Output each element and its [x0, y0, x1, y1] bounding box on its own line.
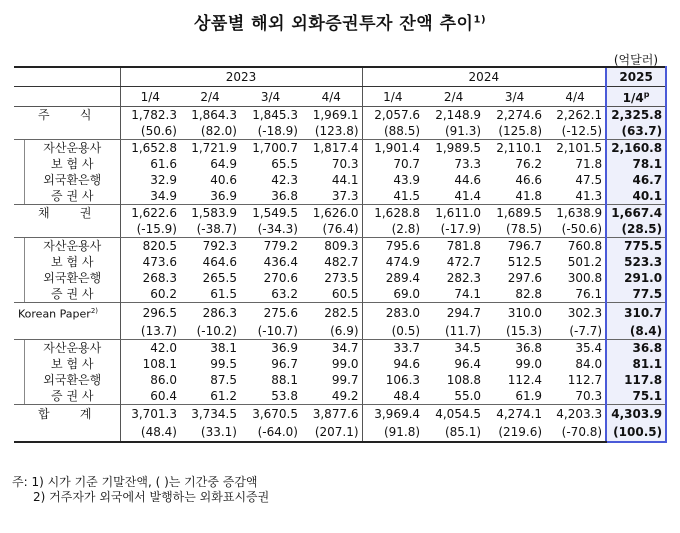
row-label — [14, 356, 120, 372]
value-cell: 286.3 — [180, 303, 240, 323]
table-row — [14, 172, 666, 188]
value-cell: (-10.7) — [240, 323, 301, 340]
value-cell: 96.4 — [454, 356, 482, 371]
value-cell: 289.4 — [385, 271, 421, 285]
value-cell: 36.9 — [210, 189, 237, 203]
table-row — [14, 156, 666, 172]
quarter-label: 4/4 — [565, 89, 585, 104]
value-cell: 99.5 — [210, 356, 237, 371]
value-cell: 38.1 — [210, 340, 237, 355]
value-cell: 99.0 — [515, 356, 543, 371]
unit-label: (억달러) — [613, 53, 658, 67]
value-cell: 76.2 — [515, 157, 543, 171]
table-row — [14, 238, 666, 255]
row-label-text: 자산운용사 — [24, 140, 120, 156]
value-cell: 106.3 — [385, 372, 421, 387]
value-cell: 82.8 — [515, 287, 543, 301]
quarter-header — [180, 87, 240, 107]
value-cell: 512.5 — [507, 255, 543, 269]
quarter-header — [484, 87, 545, 107]
row-label: Korean Paper$^{2)}$ — [14, 303, 120, 323]
value-cell: (2.8) — [362, 221, 423, 238]
value-cell: 2,262.1 — [556, 108, 603, 122]
table-row — [14, 423, 666, 442]
value-cell: 310.0 — [484, 303, 545, 323]
quarter-label: 3/4 — [504, 89, 525, 104]
row-label-text: 합 계 — [38, 406, 92, 421]
value-cell: 795.6 — [385, 239, 421, 253]
value-cell: 436.4 — [263, 255, 298, 269]
value-cell: (219.6) — [484, 423, 545, 442]
footnotes — [12, 475, 269, 505]
value-cell: 1,626.0 — [301, 205, 362, 222]
value-cell: 282.3 — [446, 271, 482, 285]
value-cell: 32.9 — [120, 172, 180, 188]
row-label-text: 주 식 — [38, 108, 92, 122]
row-label — [14, 156, 120, 172]
value-cell: 1,969.1 — [301, 107, 362, 124]
value-cell: 501.2 — [567, 255, 603, 269]
value-cell: 472.7 — [446, 255, 482, 269]
value-cell: 99.7 — [301, 372, 362, 388]
value-cell: 48.4 — [393, 388, 421, 403]
quarter-header — [240, 87, 301, 107]
value-cell: 84.0 — [575, 356, 603, 371]
value-cell: 1,864.3 — [191, 108, 237, 122]
table-row — [14, 404, 666, 423]
row-label — [14, 172, 120, 188]
preliminary-mark: p — [643, 90, 650, 99]
value-cell: 108.1 — [120, 356, 180, 372]
value-cell: 2,274.6 — [496, 108, 543, 122]
value-cell: 775.5 — [606, 238, 666, 255]
value-cell: 265.5 — [202, 271, 237, 285]
table-row — [14, 303, 666, 323]
value-cell: 2,101.5 — [556, 141, 603, 155]
table-row — [14, 339, 666, 356]
value-cell: 64.9 — [210, 157, 237, 171]
value-cell: (-34.3) — [240, 221, 301, 238]
row-label-text: 증 권 사 — [24, 188, 120, 204]
value-cell: 76.1 — [575, 287, 603, 301]
value-cell: 273.5 — [301, 270, 362, 286]
value-cell: 75.1 — [606, 388, 666, 405]
table-row — [14, 205, 666, 222]
value-cell: (123.8) — [301, 123, 362, 140]
value-cell: 86.0 — [120, 372, 180, 388]
row-label-text: 보 험 사 — [24, 356, 120, 372]
value-cell: (-38.7) — [180, 221, 240, 238]
value-cell: (-10.2) — [180, 323, 240, 340]
value-cell: 61.5 — [210, 287, 237, 301]
value-cell: 70.3 — [301, 156, 362, 172]
quarter-header — [301, 87, 362, 107]
value-cell: 96.7 — [271, 356, 298, 371]
quarter-label: 2/4 — [443, 89, 464, 104]
value-cell: 291.0 — [606, 270, 666, 286]
value-cell: 1,638.9 — [545, 205, 606, 222]
value-cell: 41.4 — [454, 189, 482, 203]
value-cell: 3,969.4 — [362, 404, 423, 423]
row-label — [14, 188, 120, 205]
quarter-header — [362, 87, 423, 107]
table-row — [14, 254, 666, 270]
row-label-text: 보 험 사 — [24, 254, 120, 270]
value-cell: 1,622.6 — [120, 205, 180, 222]
value-cell: 71.8 — [575, 157, 603, 171]
value-cell: 4,054.5 — [423, 404, 484, 423]
table-row — [14, 270, 666, 286]
value-cell: 44.1 — [301, 172, 362, 188]
quarter-label: 4/4 — [321, 89, 341, 104]
value-cell: 820.5 — [120, 238, 180, 255]
value-cell: 3,877.6 — [301, 404, 362, 423]
quarter-label: 3/4 — [260, 89, 281, 104]
value-cell: 4,203.3 — [545, 404, 606, 423]
value-cell: 1,628.8 — [362, 205, 423, 222]
year-2025-header: 2025 — [606, 67, 666, 87]
value-cell: (-50.6) — [545, 221, 606, 238]
value-cell: 300.8 — [567, 271, 603, 285]
table-row — [14, 221, 666, 238]
value-cell: 77.5 — [606, 286, 666, 303]
value-cell: 61.2 — [210, 388, 237, 403]
row-label-text: 자산운용사 — [24, 238, 120, 254]
value-cell: 474.9 — [385, 255, 421, 269]
value-cell: 4,274.1 — [484, 404, 545, 423]
value-cell: 302.3 — [545, 303, 606, 323]
value-cell: 523.3 — [606, 254, 666, 270]
table-row — [14, 188, 666, 205]
value-cell: (-18.9) — [240, 123, 301, 140]
value-cell: 1,689.5 — [484, 205, 545, 222]
table-row — [14, 140, 666, 157]
table-row — [14, 123, 666, 140]
table-body — [14, 107, 666, 442]
value-cell: 112.7 — [567, 372, 603, 387]
value-cell: 94.6 — [393, 356, 421, 371]
quarter-label: 1/4 — [383, 89, 403, 104]
value-cell: 296.5 — [120, 303, 180, 323]
table-row — [14, 356, 666, 372]
row-label — [14, 123, 120, 140]
value-cell: 2,325.8 — [606, 107, 666, 124]
value-cell: (76.4) — [301, 221, 362, 238]
value-cell: 87.5 — [210, 372, 237, 387]
value-cell: (48.4) — [120, 423, 180, 442]
value-cell: (207.1) — [301, 423, 362, 442]
value-cell: (-64.0) — [240, 423, 301, 442]
value-cell: 34.7 — [301, 339, 362, 356]
value-cell: 36.8 — [515, 340, 543, 355]
value-cell: (100.5) — [606, 423, 666, 442]
quarter-header — [545, 87, 606, 107]
value-cell: (8.4) — [606, 323, 666, 340]
value-cell: 46.7 — [606, 172, 666, 188]
row-label-text: 자산운용사 — [24, 340, 120, 356]
value-cell: 61.6 — [120, 156, 180, 172]
row-label — [14, 140, 120, 157]
row-label — [14, 254, 120, 270]
value-cell: 2,057.6 — [374, 108, 421, 122]
quarter-header — [606, 87, 666, 107]
year-2023-header: 2023 — [120, 67, 362, 87]
value-cell: 42.0 — [120, 339, 180, 356]
value-cell: (82.0) — [180, 123, 240, 140]
row-label — [14, 221, 120, 238]
value-cell: 781.8 — [446, 239, 482, 253]
value-cell: 2,110.1 — [496, 141, 543, 155]
quarter-header — [423, 87, 484, 107]
table-row — [14, 388, 666, 405]
value-cell: 43.9 — [393, 173, 421, 187]
value-cell: (-70.8) — [545, 423, 606, 442]
row-label — [14, 372, 120, 388]
value-cell: 55.0 — [454, 388, 482, 403]
table-row — [14, 286, 666, 303]
value-cell: 63.2 — [271, 287, 298, 301]
row-label — [14, 238, 120, 255]
value-cell: 1,583.9 — [180, 205, 240, 222]
row-label — [14, 270, 120, 286]
title-footnote-mark: 1) — [473, 14, 487, 26]
value-cell: 2,148.9 — [435, 108, 482, 122]
value-cell: 108.8 — [446, 372, 482, 387]
value-cell: (63.7) — [606, 123, 666, 140]
value-cell: (13.7) — [120, 323, 180, 340]
value-cell: 41.3 — [575, 189, 603, 203]
value-cell: 70.7 — [393, 157, 421, 171]
corner-cell — [14, 67, 120, 87]
value-cell: 81.1 — [606, 356, 666, 372]
row-label — [14, 388, 120, 405]
value-cell: (125.8) — [484, 123, 545, 140]
row-label-text: 증 권 사 — [24, 388, 120, 404]
value-cell: 112.4 — [507, 372, 543, 387]
value-cell: 809.3 — [301, 238, 362, 255]
value-cell: 283.0 — [362, 303, 423, 323]
value-cell: 88.1 — [271, 372, 298, 387]
value-cell: 2,160.8 — [606, 140, 666, 157]
value-cell: 1,901.4 — [374, 141, 421, 155]
row-label — [14, 286, 120, 303]
value-cell: 41.5 — [393, 189, 421, 203]
value-cell: 36.9 — [271, 340, 298, 355]
row-label — [14, 107, 120, 124]
value-cell: 760.8 — [567, 239, 603, 253]
quarter-label: 1/4 — [622, 91, 644, 105]
footnote-2: 2) 거주자가 외국에서 발행하는 외화표시증권 — [33, 490, 270, 504]
row-label — [14, 323, 120, 340]
value-cell: (-12.5) — [545, 123, 606, 140]
year-2024-header: 2024 — [362, 67, 606, 87]
value-cell: (-17.9) — [423, 221, 484, 238]
value-cell: 49.2 — [301, 388, 362, 405]
row-label — [14, 404, 120, 423]
value-cell: 464.6 — [202, 255, 237, 269]
value-cell: (28.5) — [606, 221, 666, 238]
value-cell: (85.1) — [423, 423, 484, 442]
value-cell: 40.1 — [606, 188, 666, 205]
value-cell: (-7.7) — [545, 323, 606, 340]
value-cell: 65.5 — [271, 157, 298, 171]
value-cell: 41.8 — [515, 189, 543, 203]
table-row — [14, 107, 666, 124]
value-cell: 1,989.5 — [435, 141, 482, 155]
value-cell: (6.9) — [301, 323, 362, 340]
value-cell: (-15.9) — [120, 221, 180, 238]
value-cell: 473.6 — [120, 254, 180, 270]
value-cell: 1,652.8 — [120, 140, 180, 157]
value-cell: 78.1 — [606, 156, 666, 172]
year-header-row — [14, 67, 666, 87]
row-label — [14, 339, 120, 356]
value-cell: (78.5) — [484, 221, 545, 238]
value-cell: 60.2 — [120, 286, 180, 303]
value-cell: 270.6 — [263, 271, 298, 285]
value-cell: 792.3 — [202, 239, 237, 253]
value-cell: 60.4 — [120, 388, 180, 405]
value-cell: (91.8) — [362, 423, 423, 442]
row-label — [14, 205, 120, 222]
value-cell: 42.3 — [271, 173, 298, 187]
value-cell: 779.2 — [263, 239, 298, 253]
value-cell: 37.3 — [301, 188, 362, 205]
value-cell: (11.7) — [423, 323, 484, 340]
table-title: 상품별 해외 외화증권투자 잔액 추이$^{1)}$ — [193, 14, 487, 34]
value-cell: 99.0 — [301, 356, 362, 372]
table-row — [14, 372, 666, 388]
value-cell: 1,611.0 — [423, 205, 484, 222]
row-label-text: 보 험 사 — [24, 156, 120, 172]
value-cell: (33.1) — [180, 423, 240, 442]
value-cell: 53.8 — [271, 388, 298, 403]
value-cell: 297.6 — [507, 271, 543, 285]
row-label-text: 외국환은행 — [24, 372, 120, 388]
value-cell: 4,303.9 — [606, 404, 666, 423]
value-cell: (88.5) — [362, 123, 423, 140]
value-cell: 1,549.5 — [240, 205, 301, 222]
value-cell: 34.9 — [120, 188, 180, 205]
value-cell: 282.5 — [301, 303, 362, 323]
value-cell: 35.4 — [575, 340, 603, 355]
corner-cell — [14, 87, 120, 107]
value-cell: 1,817.4 — [301, 140, 362, 157]
value-cell: 294.7 — [423, 303, 484, 323]
value-cell: 482.7 — [301, 254, 362, 270]
value-cell: 1,782.3 — [120, 107, 180, 124]
value-cell: 796.7 — [507, 239, 543, 253]
value-cell: 33.7 — [393, 340, 421, 355]
value-cell: 36.8 — [271, 189, 298, 203]
value-cell: 70.3 — [575, 388, 603, 403]
row-label-text: 증 권 사 — [24, 286, 120, 302]
value-cell: 34.5 — [454, 340, 482, 355]
value-cell: 1,721.9 — [191, 141, 237, 155]
value-cell: 1,667.4 — [606, 205, 666, 222]
value-cell: 73.3 — [454, 157, 482, 171]
value-cell: 74.1 — [454, 287, 482, 301]
value-cell: (15.3) — [484, 323, 545, 340]
value-cell: (91.3) — [423, 123, 484, 140]
row-label-text: 외국환은행 — [24, 270, 120, 286]
value-cell: 46.6 — [515, 173, 543, 187]
value-cell: 3,701.3 — [120, 404, 180, 423]
value-cell: 117.8 — [606, 372, 666, 388]
value-cell: 47.5 — [575, 173, 603, 187]
value-cell: 1,845.3 — [252, 108, 298, 122]
value-cell: 60.5 — [301, 286, 362, 303]
value-cell: (0.5) — [362, 323, 423, 340]
value-cell: 61.9 — [515, 388, 543, 403]
row-label-text: 외국환은행 — [24, 172, 120, 188]
footnote-1: 주: 1) 시가 기준 기말잔액, ( )는 기간중 증감액 — [12, 475, 258, 489]
quarter-label: 1/4 — [140, 89, 160, 104]
securities-balance-table — [14, 66, 667, 443]
value-cell: 275.6 — [240, 303, 301, 323]
value-cell: 3,670.5 — [240, 404, 301, 423]
value-cell: 268.3 — [120, 270, 180, 286]
value-cell: 3,734.5 — [180, 404, 240, 423]
value-cell: 69.0 — [393, 287, 421, 301]
row-label-text: 채 권 — [38, 206, 92, 220]
quarter-header-row — [14, 87, 666, 107]
value-cell: 310.7 — [606, 303, 666, 323]
quarter-label: 2/4 — [200, 89, 220, 104]
value-cell: 44.6 — [454, 173, 482, 187]
table-row — [14, 323, 666, 340]
quarter-header — [120, 87, 180, 107]
value-cell: (50.6) — [120, 123, 180, 140]
value-cell: 1,700.7 — [252, 141, 298, 155]
row-label — [14, 423, 120, 442]
value-cell: 40.6 — [210, 173, 237, 187]
value-cell: 36.8 — [606, 339, 666, 356]
